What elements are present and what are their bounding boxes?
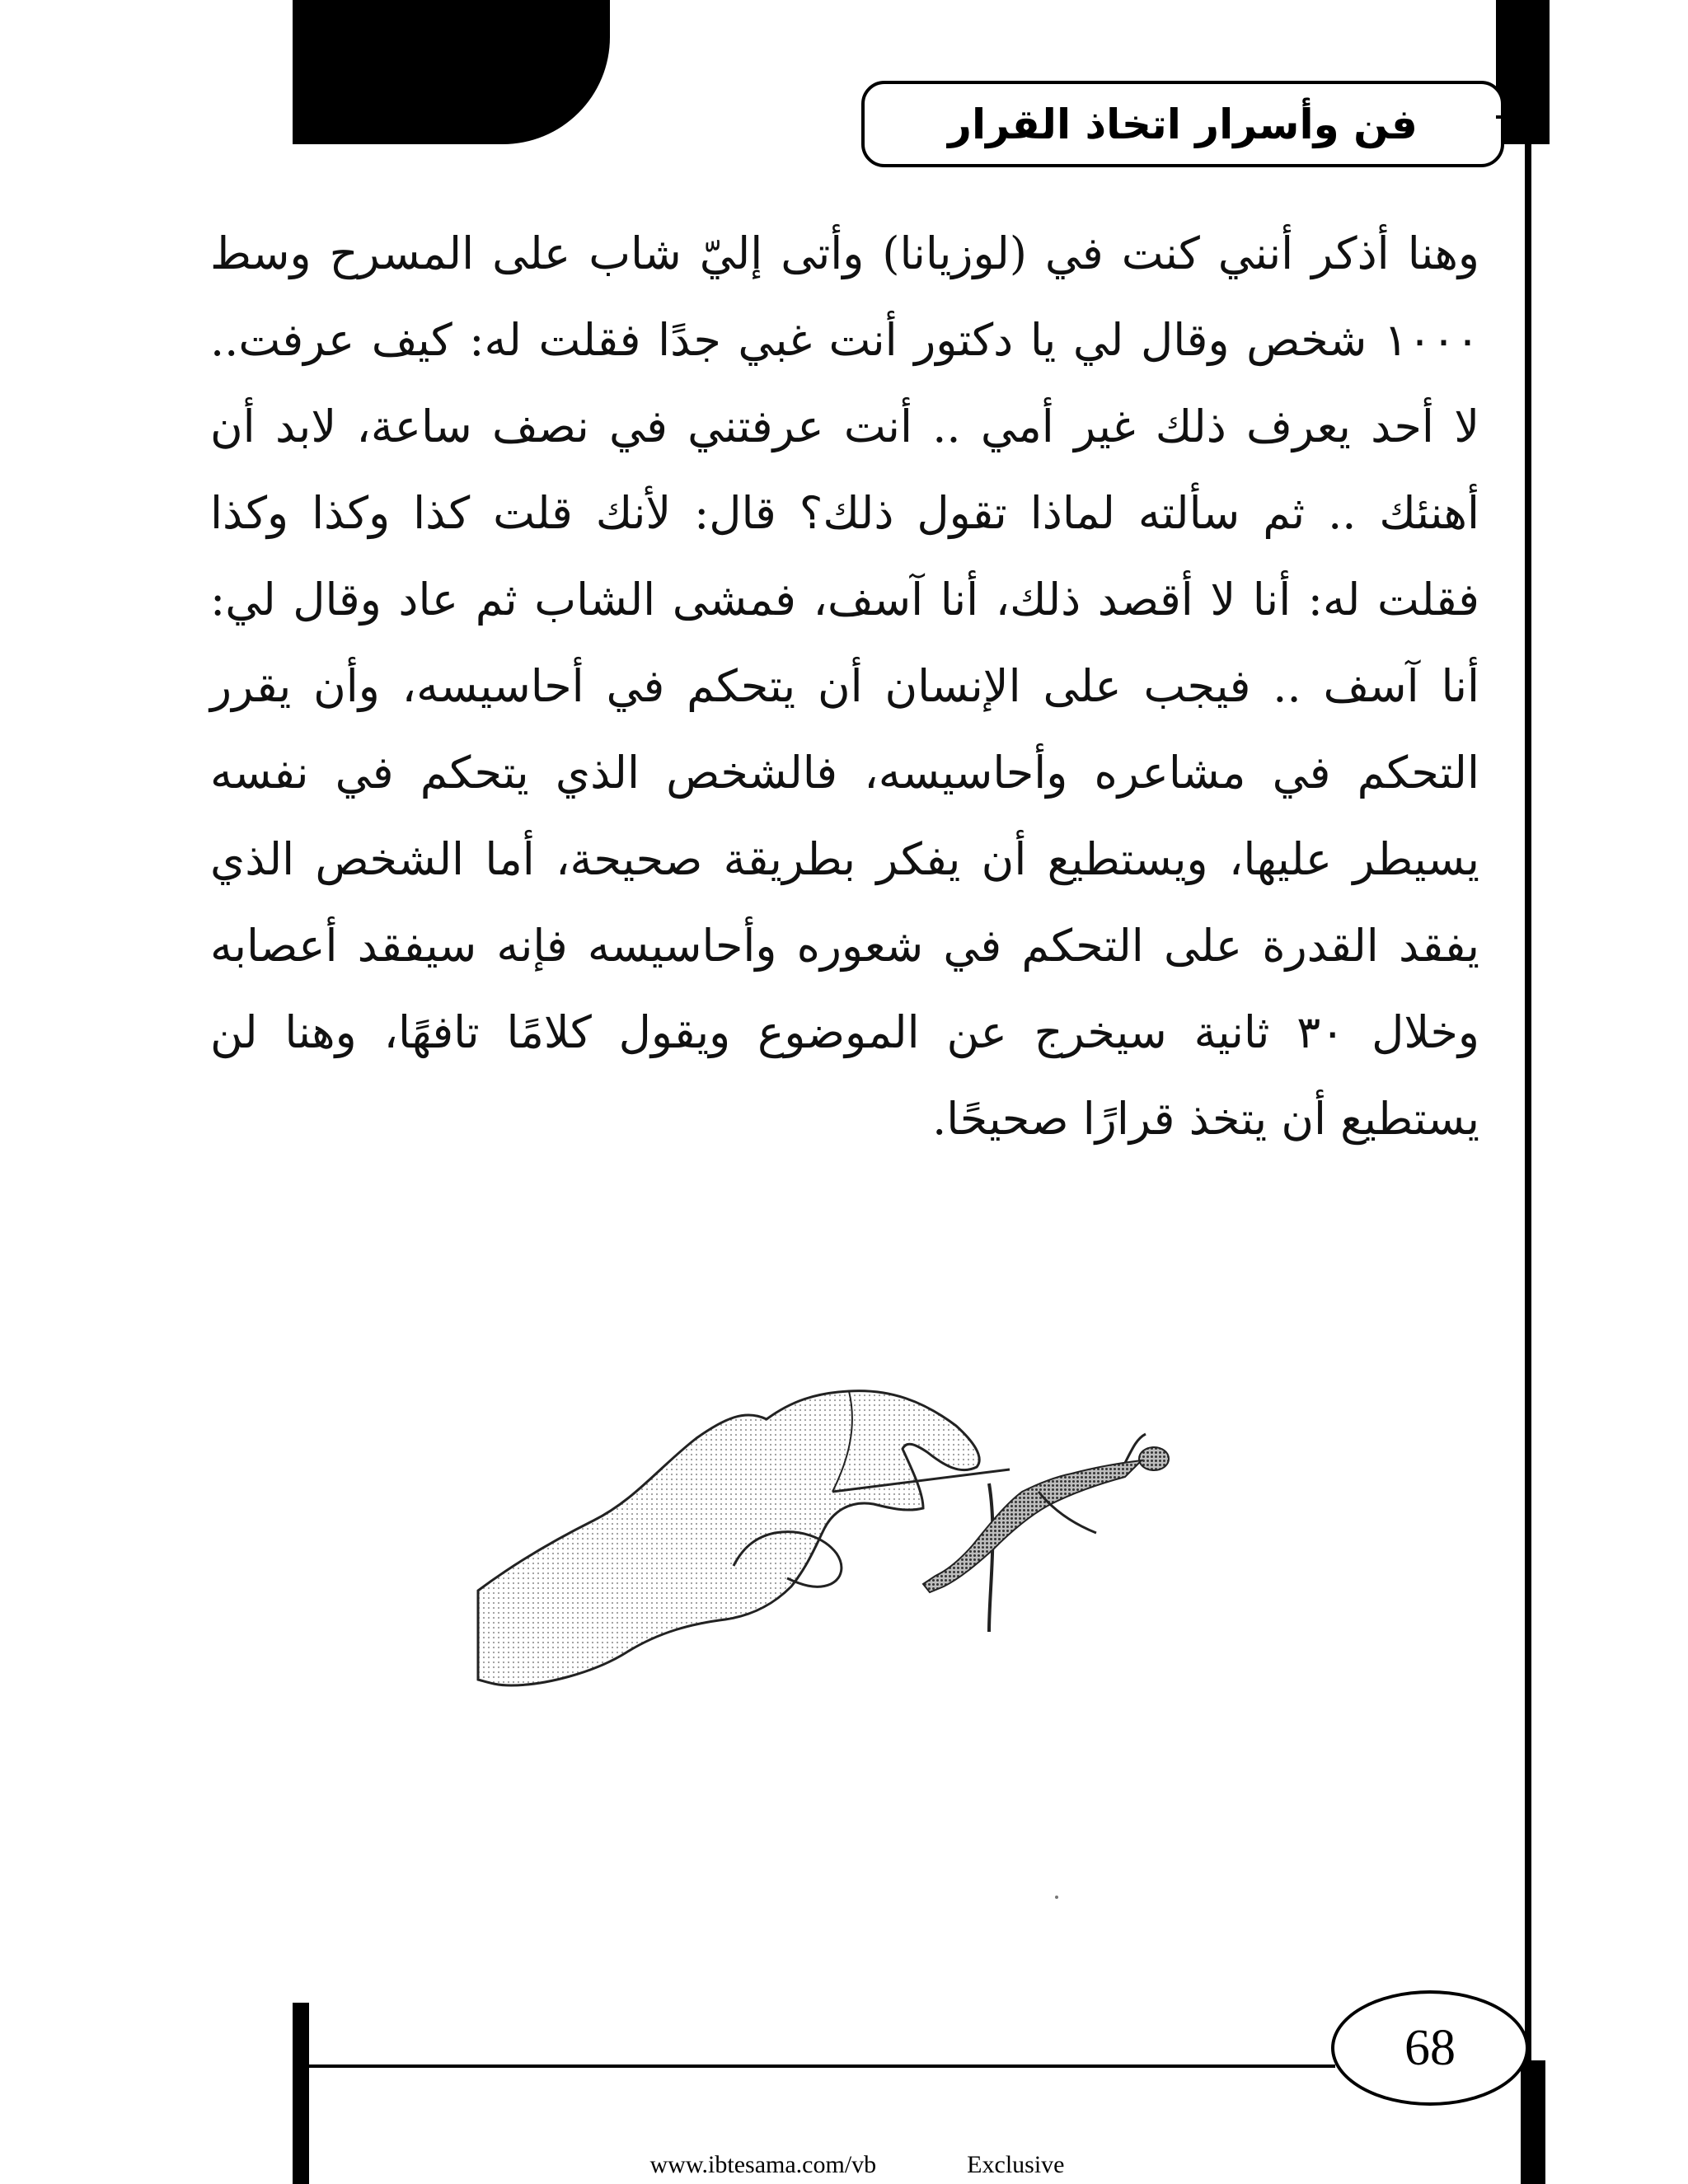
header-tab	[1496, 115, 1525, 137]
page-number: 68	[1404, 2019, 1456, 2076]
header-title-box	[861, 81, 1504, 167]
bottom-rule	[309, 2064, 1335, 2068]
footer	[528, 2151, 1187, 2184]
page-frame-bottom-left	[293, 2003, 309, 2184]
page-frame-right-rule	[1525, 136, 1531, 2073]
stray-dot	[1055, 1896, 1058, 1899]
page-frame-top-left	[293, 0, 610, 144]
footer-url: www.ibtesama.com/vb	[649, 2151, 877, 2178]
footer-label: Exclusive	[967, 2151, 1065, 2178]
page-number-oval	[1331, 1990, 1529, 2106]
hand-shape	[478, 1391, 979, 1685]
hand-holding-man-illustration	[462, 1368, 1187, 1731]
body-paragraph: وهنا أذكر أنني كنت في (لوزيانا) وأتى إليّ شاب على المسرح وسط ١٠٠٠ شخص وقال لي يا دكتور أنت غبي جدًا فقلت له: كيف عرفت.. لا أحد يعرف ذلك غير أمي .. أنت عرفتني في نصف ساعة، لابد أن أهنئك .. ثم سألته لماذا تقول ذلك؟ قال: لأنك قلت كذا وكذا وكذا فقلت له: أنا لا أقصد ذلك، أنا آسف، فمشى الشاب ثم عاد وقال لي: أنا آسف .. فيجب على الإنسان أن يتحكم في أحاسيسه، وأن يقرر التحكم في مشاعره وأحاسيسه، فالشخص الذي يتحكم في نفسه يسيطر عليها، ويستطيع أن يفكر بطريقة صحيحة، أما الشخص الذي يفقد القدرة على التحكم في شعوره وأحاسيسه فإنه سيفقد أعصابه وخلال ٣٠ ثانية سيخرج عن الموضوع ويقول كلامًا تافهًا، وهنا لن يستطيع أن يتخذ قرارًا صحيحًا.	[210, 227, 1480, 1145]
page-frame-bottom-right	[1521, 2060, 1545, 2184]
book-title: فن وأسرار اتخاذ القرار	[948, 100, 1418, 148]
